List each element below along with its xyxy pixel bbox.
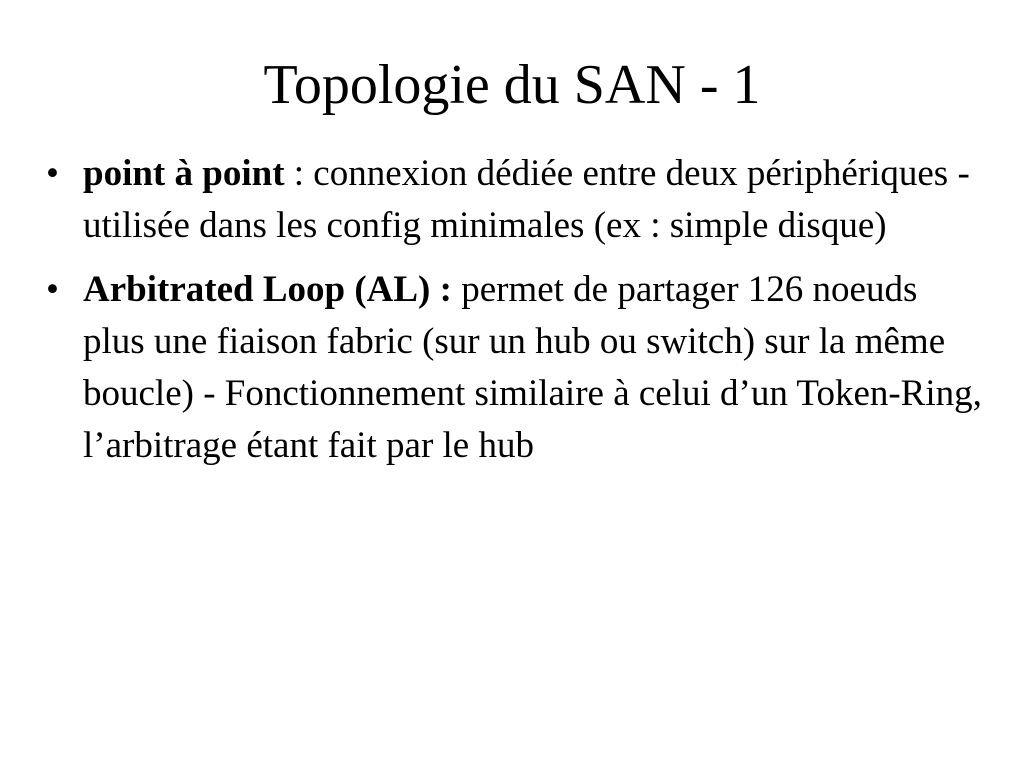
bullet-term: Arbitrated Loop (AL) : <box>83 269 452 310</box>
bullet-item-arbitrated-loop <box>46 264 986 472</box>
bullet-list <box>46 148 986 484</box>
bullet-text: : connexion dédiée entre deux périphériques - utilisée dans les config minimales (ex : simple disque) <box>83 153 970 246</box>
slide-title: Topologie du SAN - 1 <box>263 54 761 116</box>
bullet-item-point-a-point <box>46 148 986 252</box>
bullet-text: permet de partager 126 noeuds plus une fiaison fabric (sur un hub ou switch) sur la même boucle) - Fonctionnement similaire à celui d’un Token-Ring, l’arbitrage étant fait par le hub <box>83 269 982 466</box>
bullet-icon: • <box>46 269 59 310</box>
bullet-term: point à point <box>83 153 285 194</box>
bullet-icon: • <box>46 153 59 194</box>
